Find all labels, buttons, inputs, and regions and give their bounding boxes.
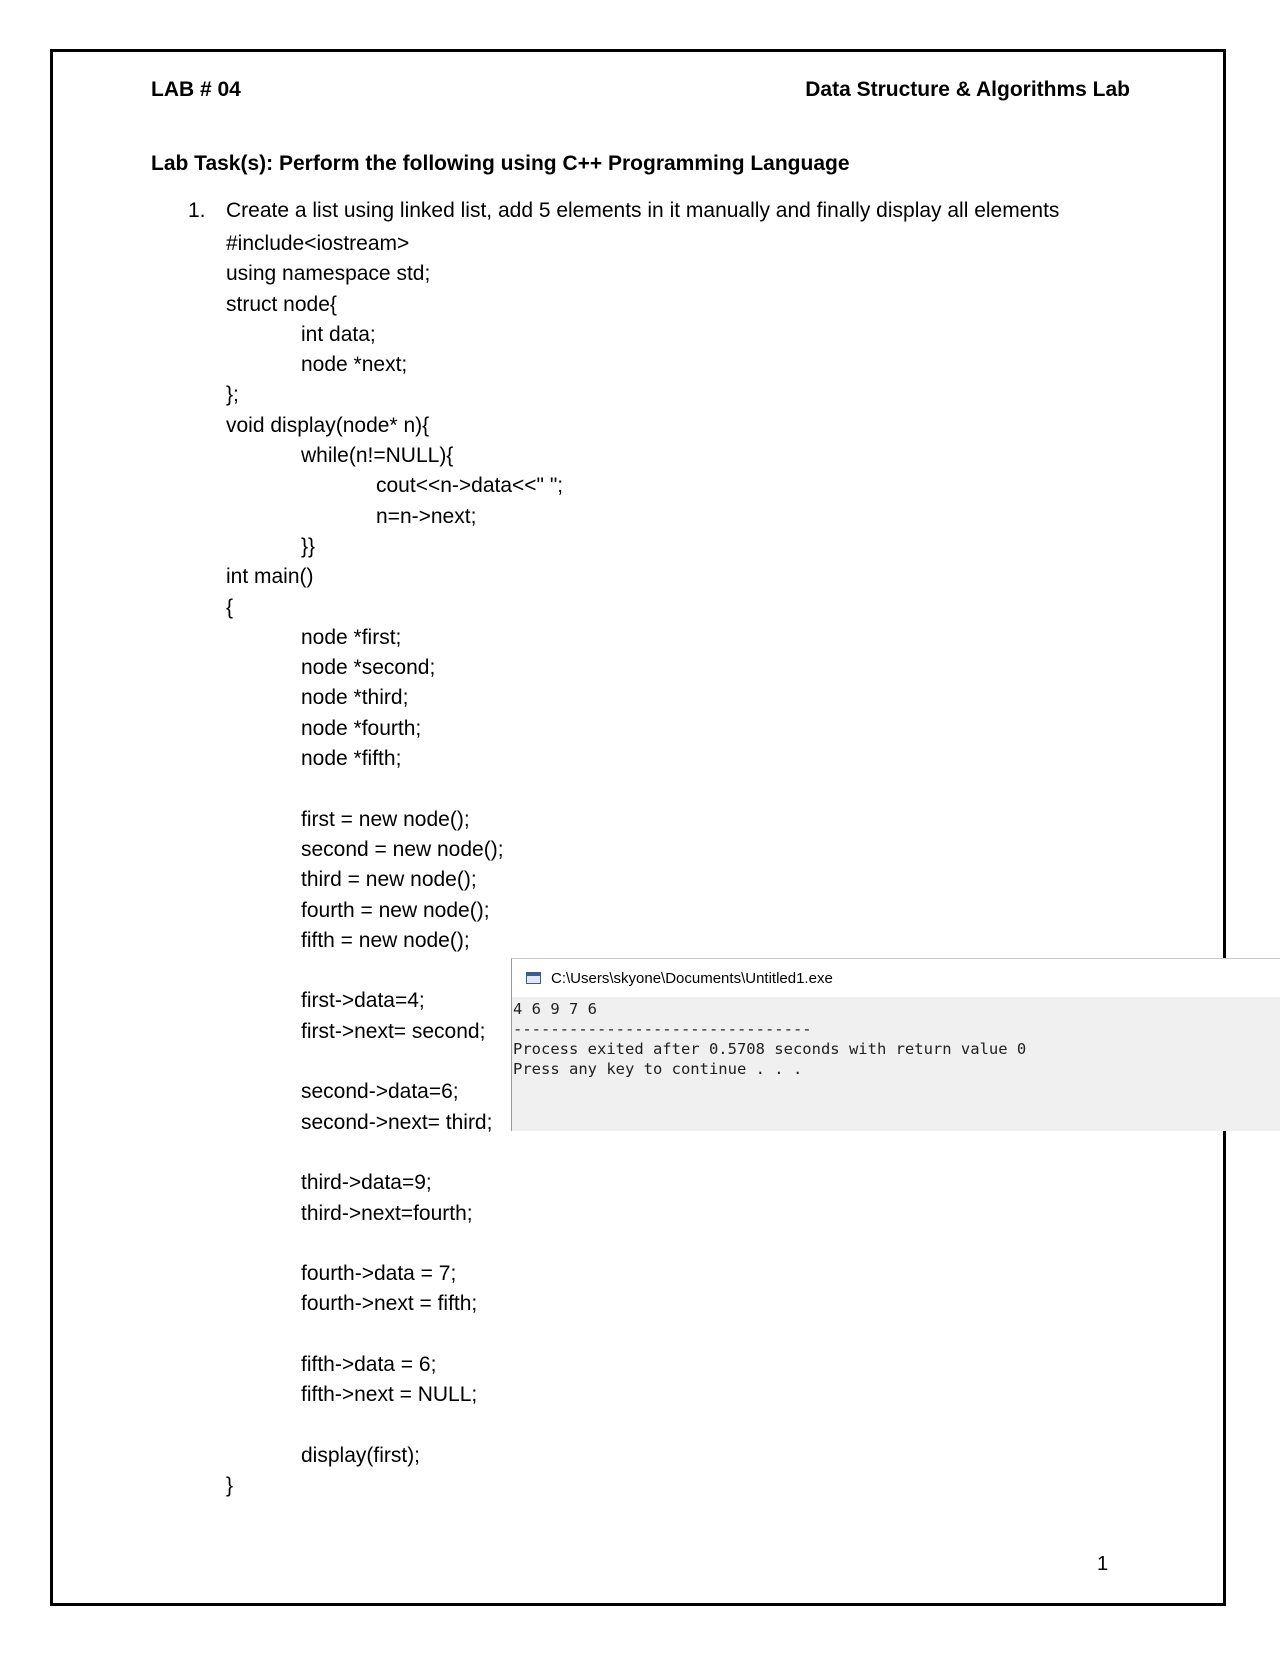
code-line: struct node{ (226, 292, 337, 316)
console-output-line: Press any key to continue . . . (513, 1060, 803, 1078)
code-line: }; (226, 383, 239, 407)
page-number: 1 (1097, 1553, 1109, 1575)
list-item-number: 1. (188, 199, 206, 222)
code-line: using namespace std; (226, 262, 431, 286)
console-output-line: -------------------------------- (513, 1020, 812, 1038)
code-line: fourth = new node(); (301, 898, 490, 922)
code-line (226, 774, 563, 804)
code-line (226, 1320, 563, 1350)
code-line: } (226, 1474, 234, 1498)
code-line: n=n->next; (376, 504, 477, 528)
code-line: first->data=4; (301, 989, 425, 1013)
code-line: cout<<n->data<<" "; (376, 474, 564, 498)
console-window-screenshot (511, 958, 1280, 1131)
code-line: int data; (301, 322, 376, 346)
code-line: fourth->data = 7; (301, 1262, 457, 1286)
code-line (226, 1138, 563, 1168)
code-line: node *second; (301, 656, 436, 680)
code-line: fifth->data = 6; (301, 1352, 437, 1376)
code-line: #include<iostream> (226, 232, 410, 255)
code-line: int main() (226, 565, 314, 589)
console-output-line: Process exited after 0.5708 seconds with return value 0 (513, 1040, 1027, 1058)
lab-number: LAB # 04 (151, 78, 241, 101)
code-line: node *fifth; (301, 747, 402, 771)
code-line: second->data=6; (301, 1080, 459, 1104)
code-line: first = new node(); (301, 807, 470, 831)
code-line: void display(node* n){ (226, 413, 430, 437)
code-line: third->data=9; (301, 1171, 432, 1195)
code-line (226, 1411, 563, 1441)
code-line: display(first); (301, 1443, 421, 1467)
code-line: { (226, 595, 234, 619)
code-line: node *third; (301, 686, 409, 710)
code-block (226, 229, 563, 1501)
code-line: }} (301, 534, 316, 558)
code-line: third = new node(); (301, 868, 477, 892)
code-line: first->next= second; (301, 1019, 486, 1043)
console-app-icon (526, 972, 541, 984)
code-line: third->next=fourth; (301, 1201, 473, 1225)
code-line: fourth->next = fifth; (301, 1292, 478, 1316)
console-output-line: 4 6 9 7 6 (513, 1000, 597, 1018)
task-heading: Lab Task(s): Perform the following using C++ Programming Language (151, 152, 850, 175)
code-line: fifth = new node(); (301, 928, 470, 952)
code-line: second->next= third; (301, 1110, 493, 1134)
code-line: second = new node(); (301, 837, 504, 861)
code-line: node *next; (301, 353, 408, 377)
course-title: Data Structure & Algorithms Lab (805, 78, 1130, 101)
console-output (512, 997, 1280, 1131)
code-line (226, 1229, 563, 1259)
code-line: node *fourth; (301, 716, 422, 740)
console-title-bar (512, 959, 1280, 997)
console-title: C:\Users\skyone\Documents\Untitled1.exe (551, 969, 833, 987)
code-line: node *first; (301, 625, 402, 649)
code-line: fifth->next = NULL; (301, 1383, 478, 1407)
code-line: while(n!=NULL){ (301, 444, 454, 468)
list-item-text: Create a list using linked list, add 5 elements in it manually and finally display all elements (226, 199, 1060, 222)
